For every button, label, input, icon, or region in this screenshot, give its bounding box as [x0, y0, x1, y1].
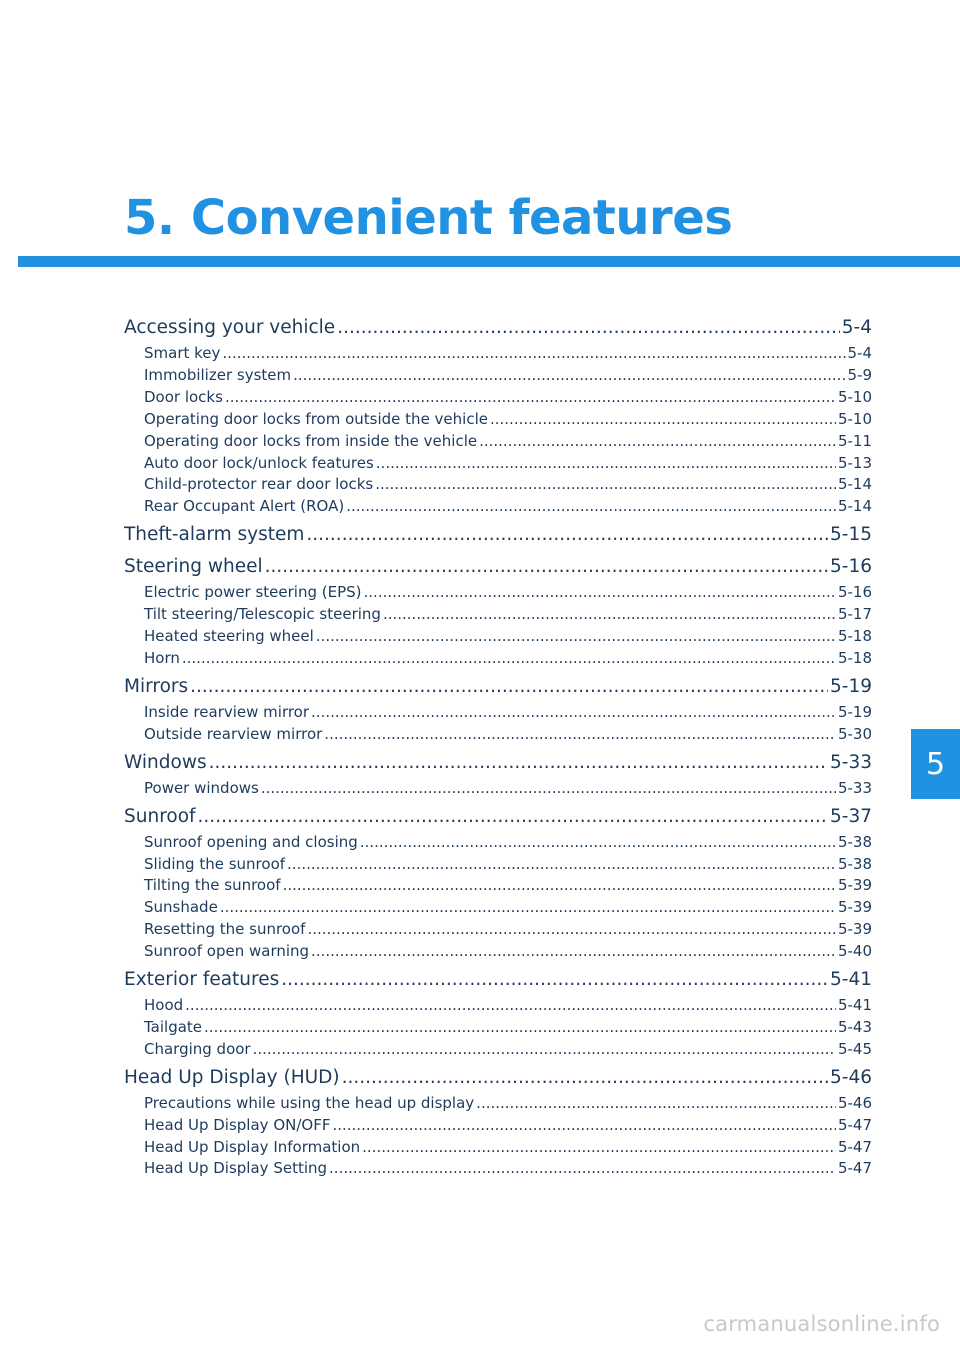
toc-subsection-page: 5-40 [837, 942, 872, 961]
toc-subsection-title: Operating door locks from outside the vehicle [144, 409, 488, 428]
toc-subsection-title: Rear Occupant Alert (ROA) [144, 497, 345, 516]
toc-section-entry[interactable] [124, 1063, 872, 1093]
dot-leader [360, 832, 836, 854]
toc-subsection-title: Sunroof open warning [144, 942, 310, 961]
toc-subsection-entry[interactable] [124, 1115, 872, 1137]
toc-subsection-page: 5-19 [837, 702, 872, 721]
header-rule [18, 256, 960, 267]
dot-leader [375, 474, 836, 496]
toc-subsection-title: Child-protector rear door locks [144, 475, 374, 494]
toc-subsection-page: 5-41 [837, 996, 872, 1015]
toc-subsection-entry[interactable] [124, 1093, 872, 1115]
toc-subsection-entry[interactable] [124, 648, 872, 670]
toc-section-title: Exterior features [124, 969, 280, 991]
dot-leader [198, 802, 828, 832]
toc-subsection-title: Heated steering wheel [144, 627, 314, 646]
toc-section-title: Windows [124, 751, 207, 773]
dot-leader [253, 1039, 836, 1061]
dot-leader [479, 431, 836, 453]
toc-section-page: 5-41 [830, 969, 872, 991]
toc-subsection-page: 5-9 [847, 365, 872, 384]
toc-subsection-entry[interactable] [124, 453, 872, 475]
toc-subsection-entry[interactable] [124, 409, 872, 431]
toc-subsection-entry[interactable] [124, 582, 872, 604]
dot-leader [337, 313, 840, 343]
toc-subsection-title: Tailgate [144, 1017, 203, 1036]
toc-section-page: 5-46 [830, 1066, 872, 1088]
toc-subsection-entry[interactable] [124, 387, 872, 409]
toc-subsection-title: Inside rearview mirror [144, 702, 310, 721]
toc-subsection-title: Horn [144, 648, 180, 667]
dot-leader [220, 897, 836, 919]
toc-subsection-title: Door locks [144, 387, 223, 406]
toc-subsection-entry[interactable] [124, 626, 872, 648]
toc-section-entry[interactable] [124, 802, 872, 832]
toc-subsection-title: Sunroof opening and closing [144, 832, 358, 851]
toc-subsection-title: Hood [144, 996, 184, 1015]
watermark: carmanualsonline.info [703, 1312, 940, 1336]
toc-section-title: Accessing your vehicle [124, 317, 336, 338]
toc-subsection-entry[interactable] [124, 995, 872, 1017]
toc-subsection-page: 5-46 [837, 1093, 872, 1112]
toc-subsection-entry[interactable] [124, 897, 872, 919]
toc-subsection-page: 5-39 [837, 898, 872, 917]
dot-leader [311, 702, 836, 724]
dot-leader [204, 1017, 836, 1039]
toc-subsection-page: 5-30 [837, 724, 872, 743]
toc-subsection-page: 5-33 [837, 778, 872, 797]
dot-leader [185, 995, 836, 1017]
toc-subsection-title: Head Up Display Setting [144, 1159, 328, 1178]
toc-section-title: Steering wheel [124, 556, 263, 578]
toc-subsection-entry[interactable] [124, 702, 872, 724]
dot-leader [490, 409, 836, 431]
toc-subsection-page: 5-47 [837, 1137, 872, 1156]
dot-leader [287, 854, 836, 876]
toc-subsection-title: Tilt steering/Telescopic steering [144, 605, 381, 624]
toc-subsection-title: Outside rearview mirror [144, 724, 323, 743]
toc-subsection-page: 5-13 [837, 453, 872, 472]
toc-section-entry[interactable] [124, 748, 872, 778]
dot-leader [190, 672, 828, 702]
dot-leader [364, 582, 836, 604]
toc-subsection-page: 5-11 [837, 431, 872, 450]
toc-section-page: 5-16 [830, 556, 872, 578]
toc-subsection-title: Operating door locks from inside the vehicle [144, 431, 478, 450]
toc-subsection-title: Precautions while using the head up display [144, 1093, 475, 1112]
chapter-tab[interactable]: 5 [911, 729, 960, 799]
dot-leader [376, 453, 836, 475]
dot-leader [306, 520, 828, 550]
toc-subsection-page: 5-16 [837, 583, 872, 602]
toc-section-page: 5-37 [830, 805, 872, 827]
toc-subsection-entry[interactable] [124, 778, 872, 800]
toc-subsection-title: Resetting the sunroof [144, 920, 306, 939]
toc-subsection-page: 5-43 [837, 1017, 872, 1036]
toc-subsection-title: Head Up Display ON/OFF [144, 1115, 331, 1134]
toc-subsection-page: 5-18 [837, 648, 872, 667]
toc-section-entry[interactable] [124, 552, 872, 582]
toc-subsection-page: 5-10 [837, 387, 872, 406]
toc-subsection-title: Power windows [144, 778, 259, 797]
toc-subsection-title: Sunshade [144, 898, 218, 917]
dot-leader [324, 724, 836, 746]
toc-subsection-title: Smart key [144, 344, 221, 362]
toc-section-page: 5-19 [830, 675, 872, 697]
toc-subsection-page: 5-14 [837, 497, 872, 516]
toc-subsection-entry[interactable] [124, 941, 872, 963]
toc-subsection-page: 5-38 [837, 854, 872, 873]
toc-section-page: 5-4 [841, 317, 872, 338]
toc-subsection-title: Tilting the sunroof [144, 876, 281, 895]
toc-subsection-page: 5-47 [837, 1115, 872, 1134]
toc-subsection-title: Auto door lock/unlock features [144, 453, 374, 472]
dot-leader [209, 748, 828, 778]
dot-leader [225, 387, 836, 409]
toc-section-entry[interactable] [124, 520, 872, 550]
toc-subsection-page: 5-47 [837, 1159, 872, 1178]
toc-subsection-entry[interactable] [124, 854, 872, 876]
dot-leader [332, 1115, 835, 1137]
toc-section-entry[interactable] [124, 313, 872, 343]
toc-subsection-entry[interactable] [124, 431, 872, 453]
toc-subsection-entry[interactable] [124, 343, 872, 365]
dot-leader [383, 604, 836, 626]
toc-section-title: Mirrors [124, 675, 189, 697]
toc-subsection-entry[interactable] [124, 604, 872, 626]
toc-subsection-page: 5-18 [837, 627, 872, 646]
toc-subsection-entry[interactable] [124, 1137, 872, 1159]
toc-subsection-page: 5-39 [837, 920, 872, 939]
dot-leader [182, 648, 836, 670]
toc-subsection-title: Sliding the sunroof [144, 854, 286, 873]
toc-subsection-page: 5-38 [837, 832, 872, 851]
toc-subsection-entry[interactable] [124, 832, 872, 854]
toc-section-page: 5-15 [830, 524, 872, 546]
table-of-contents [124, 313, 872, 1180]
dot-leader [265, 552, 828, 582]
toc-subsection-entry[interactable] [124, 1039, 872, 1061]
toc-section-entry[interactable] [124, 672, 872, 702]
dot-leader [329, 1158, 836, 1180]
dot-leader [311, 941, 836, 963]
toc-subsection-page: 5-14 [837, 475, 872, 494]
dot-leader [346, 496, 836, 518]
chapter-title: 5. Convenient features [124, 190, 733, 246]
toc-section-page: 5-33 [830, 751, 872, 773]
toc-section-title: Sunroof [124, 805, 196, 827]
dot-leader [283, 875, 836, 897]
toc-subsection-entry[interactable] [124, 1017, 872, 1039]
toc-subsection-page: 5-39 [837, 876, 872, 895]
dot-leader [222, 343, 845, 365]
toc-subsection-title: Charging door [144, 1039, 251, 1058]
toc-subsection-entry[interactable] [124, 474, 872, 496]
dot-leader [307, 919, 836, 941]
dot-leader [316, 626, 836, 648]
toc-subsection-page: 5-10 [837, 409, 872, 428]
toc-subsection-entry[interactable] [124, 724, 872, 746]
toc-subsection-entry[interactable] [124, 496, 872, 518]
toc-subsection-title: Head Up Display Information [144, 1137, 361, 1156]
toc-subsection-entry[interactable] [124, 1158, 872, 1180]
toc-section-entry[interactable] [124, 965, 872, 995]
toc-subsection-title: Immobilizer system [144, 365, 292, 384]
toc-subsection-page: 5-45 [837, 1039, 872, 1058]
toc-section-title: Head Up Display (HUD) [124, 1066, 340, 1088]
dot-leader [476, 1093, 836, 1115]
dot-leader [342, 1063, 828, 1093]
dot-leader [362, 1137, 836, 1159]
toc-subsection-page: 5-4 [847, 344, 872, 362]
toc-section-title: Theft-alarm system [124, 524, 305, 546]
toc-subsection-title: Electric power steering (EPS) [144, 583, 362, 602]
dot-leader [293, 365, 845, 387]
toc-subsection-entry[interactable] [124, 875, 872, 897]
dot-leader [281, 965, 828, 995]
toc-subsection-entry[interactable] [124, 365, 872, 387]
toc-subsection-entry[interactable] [124, 919, 872, 941]
toc-subsection-page: 5-17 [837, 605, 872, 624]
dot-leader [261, 778, 836, 800]
